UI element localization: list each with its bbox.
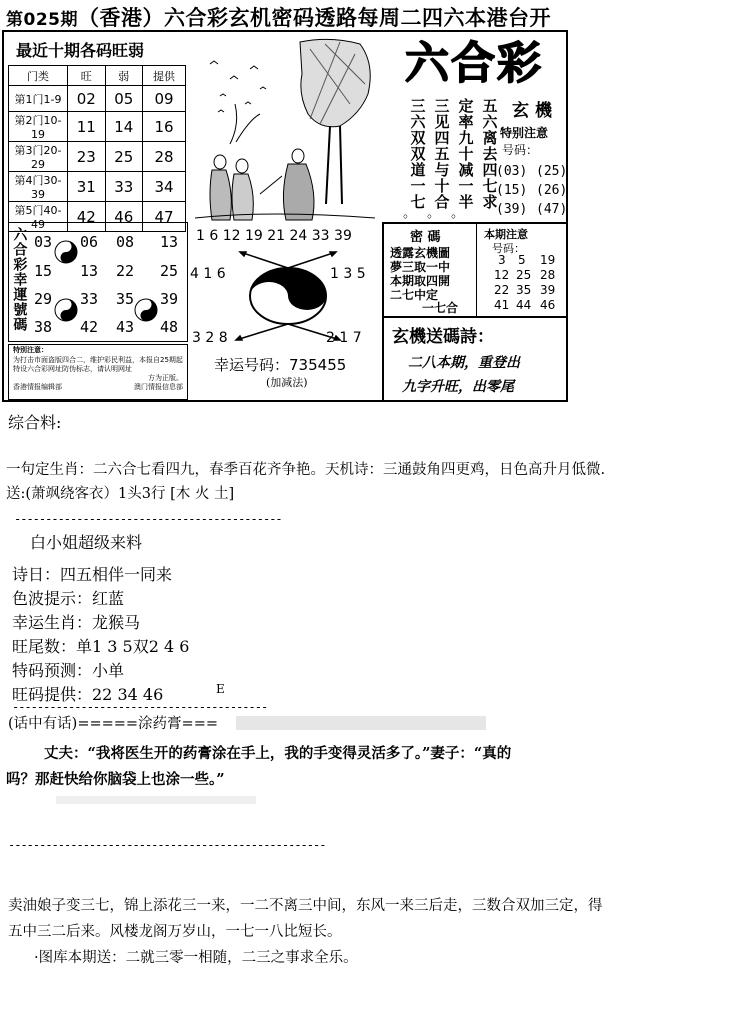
luck-label: 六合彩幸運號碼 [11, 227, 28, 332]
benqi-num: 39 [540, 283, 556, 297]
body-line: 一句定生肖：二六合七看四九，春季百花齐争艳。天机诗：三通鼓角四更鸡，日色高升月低微. [6, 462, 606, 478]
luck-num: 03 [34, 233, 53, 251]
lucky-label: 幸运号码： [214, 356, 290, 374]
poem-line: 二八本期，重登出 [408, 355, 520, 371]
benqi-num: 35 [516, 283, 532, 297]
benqi-num: 46 [540, 298, 556, 312]
center-bottom-right: 2 1 7 [326, 330, 362, 346]
table-title: 最近十期各码旺弱 [16, 41, 145, 60]
redaction-bar [236, 716, 486, 730]
benqi-num: 12 [494, 268, 510, 282]
special-num: (47) [536, 202, 568, 217]
special-num: (25) [536, 164, 568, 179]
notice-footer-right: 澳门情报信息部 [134, 383, 183, 391]
mima-line: 二七中定 [390, 288, 439, 302]
benqi-num: 41 [494, 298, 510, 312]
mima-line: 本期取四開 [390, 274, 451, 288]
special-num: (03) [496, 164, 528, 179]
dash-divider: ----------------------------------------- [12, 700, 268, 714]
table-cell: 11 [68, 112, 106, 142]
info-line: 特码预测：小单 [12, 661, 125, 680]
table-header: 提供 [143, 66, 186, 86]
table-cell: 第3门20-29 [9, 142, 68, 172]
table-cell: 31 [68, 172, 106, 202]
table-cell: 09 [143, 86, 186, 112]
divider [382, 222, 566, 224]
yin-yang-icon [54, 298, 78, 322]
logo-sub: 玄 機 [512, 101, 552, 121]
info-line: 旺码提供：22 34 46 [12, 685, 164, 704]
luck-num: 39 [160, 290, 179, 308]
info-line: 诗日：四五相伴一同来 [12, 565, 173, 584]
divider [476, 222, 477, 316]
luck-num: 25 [160, 262, 179, 280]
table-header: 旺 [68, 66, 106, 86]
table-header: 门类 [9, 66, 68, 86]
lucky-value: 735455 [289, 356, 347, 374]
luck-num: 08 [116, 233, 135, 251]
table-cell: 28 [143, 142, 186, 172]
table-header: 弱 [105, 66, 143, 86]
benqi-num: 44 [516, 298, 532, 312]
hot-cold-table-box [8, 36, 186, 232]
benqi-num: 5 [518, 253, 526, 267]
table-cell: 46 [105, 202, 143, 232]
table-cell: 05 [105, 86, 143, 112]
center-left-numbers: 4 1 6 [190, 266, 226, 282]
info-line: 旺尾数：单1 3 5双2 4 6 [12, 637, 190, 656]
verse-tail: 。 [403, 206, 417, 221]
logo [384, 36, 564, 92]
verse-col: 三见四五与十合 [432, 98, 451, 210]
luck-num: 29 [34, 290, 53, 308]
table-cell: 第5门40-49 [9, 202, 68, 232]
table-header-row [9, 66, 186, 86]
joke-line: 吗？那赶快给你脑袋上也涂一些。” [6, 771, 225, 788]
table-cell: 02 [68, 86, 106, 112]
info-line: 色波提示：红蓝 [12, 589, 125, 608]
center-right-numbers: 1 3 5 [330, 266, 366, 282]
notice-body: 为打击市面盗版四合二，维护彩民利益，本报自25期起特设六合彩网址防伪标志，请认明网址 [13, 356, 183, 373]
luck-num: 15 [34, 262, 53, 280]
joke-line: 丈夫：“我将医生开的药膏涂在手上，我的手变得灵活多了。”妻子：“真的 [44, 745, 512, 762]
notice-title: 特别注意： [13, 346, 48, 354]
table-cell: 第1门1-9 [9, 86, 68, 112]
luck-num: 22 [116, 262, 135, 280]
verse-tail: 。 [427, 206, 441, 221]
table-cell: 47 [143, 202, 186, 232]
yin-yang-icon [250, 268, 326, 324]
poem-line: 九字升旺，出零尾 [402, 379, 514, 395]
special-num: (26) [536, 183, 568, 198]
benqi-num: 25 [516, 268, 532, 282]
scholars-illustration [190, 34, 380, 222]
yin-yang-icon [54, 240, 78, 264]
dash-divider: --------------------------------------------------- [8, 838, 326, 852]
center-bottom-left: 3 2 8 [192, 330, 228, 346]
bai-title: 白小姐超级来料 [30, 533, 143, 552]
notice-box [8, 344, 188, 400]
yin-yang-icon [134, 298, 158, 322]
luck-num: 38 [34, 318, 53, 336]
verse-tail: 。 [451, 206, 465, 221]
table-cell: 33 [105, 172, 143, 202]
table-cell: 23 [68, 142, 106, 172]
benqi-num: 22 [494, 283, 510, 297]
body-line: 卖油娘子变三七，锦上添花三一来，一二不离三中间，东风一来三后走，三数合双加三定，得 [8, 898, 603, 914]
verse-col: 定率九十减一半 [456, 98, 475, 210]
table-row [9, 172, 186, 202]
luck-num: 06 [80, 233, 99, 251]
mima-line: 一七合 [422, 301, 459, 315]
page-header [6, 2, 551, 32]
luck-num: 13 [160, 233, 179, 251]
luck-num: 43 [116, 318, 135, 336]
verse-col: 五六离去四七求 [480, 98, 499, 210]
special-num: (39) [496, 202, 528, 217]
divider [382, 222, 384, 400]
benqi-title: 本期注意 [484, 228, 528, 241]
header-title: （香港）六合彩玄机密码透路每周二四六本港台开 [78, 6, 551, 30]
special-label: 号码： [502, 143, 539, 157]
stray-mark: E [216, 682, 225, 696]
mima-line: 透露玄機圖 [390, 246, 451, 260]
benqi-label: 号码： [492, 242, 525, 255]
body-line: ·图库本期送：二就三零一相随，二三之事求全乐。 [34, 950, 358, 966]
table-cell: 25 [105, 142, 143, 172]
body-line: 送:(萧飒绕客衣）1头3行 [木 火 土] [6, 486, 235, 502]
body-line: 五中三二后来。风楼龙阁万岁山，一七一八比短长。 [8, 924, 342, 940]
table-cell: 34 [143, 172, 186, 202]
center-top-numbers: 1 6 12 19 21 24 33 39 [196, 228, 352, 244]
luck-num: 42 [80, 318, 99, 336]
luck-num: 48 [160, 318, 179, 336]
dash-divider: ------------------------------------------- [14, 512, 282, 526]
yin-yang-diagram [208, 248, 368, 344]
verse-col: 三六双双道一七 [408, 98, 427, 210]
poem-title: 玄機送碼詩： [392, 327, 494, 347]
issue-number: 第025期 [6, 10, 78, 30]
lucky-note: (加减法) [266, 376, 308, 389]
benqi-num: 3 [498, 253, 506, 267]
logo-text: 六合彩 [405, 38, 543, 89]
luck-num: 13 [80, 262, 99, 280]
huazhong-title: (话中有话)=====涂药膏=== [8, 716, 219, 732]
divider [382, 316, 566, 318]
special-num: (15) [496, 183, 528, 198]
table-row [9, 86, 186, 112]
zongheliao: 综合料: [8, 413, 62, 432]
table-cell: 第2门10-19 [9, 112, 68, 142]
table-cell: 14 [105, 112, 143, 142]
luck-num: 35 [116, 290, 135, 308]
benqi-num: 28 [540, 268, 556, 282]
benqi-num: 19 [540, 253, 556, 267]
notice-footer [9, 383, 187, 392]
luck-num: 33 [80, 290, 99, 308]
special-title: 特别注意 [500, 126, 549, 140]
info-line: 幸运生肖：龙猴马 [12, 613, 141, 632]
table-cell: 16 [143, 112, 186, 142]
mima-line: 夢三取一中 [390, 260, 451, 274]
table-cell: 42 [68, 202, 106, 232]
hot-cold-table [8, 65, 186, 232]
redaction-bar [56, 796, 256, 804]
notice-official: 方为正版。 [148, 374, 183, 382]
table-row [9, 112, 186, 142]
mima-title: 密 碼 [410, 230, 441, 245]
lucky-number [214, 354, 346, 375]
table-row [9, 142, 186, 172]
table-cell: 第4门30-39 [9, 172, 68, 202]
notice-footer-left: 香港情报编辑部 [13, 383, 62, 391]
